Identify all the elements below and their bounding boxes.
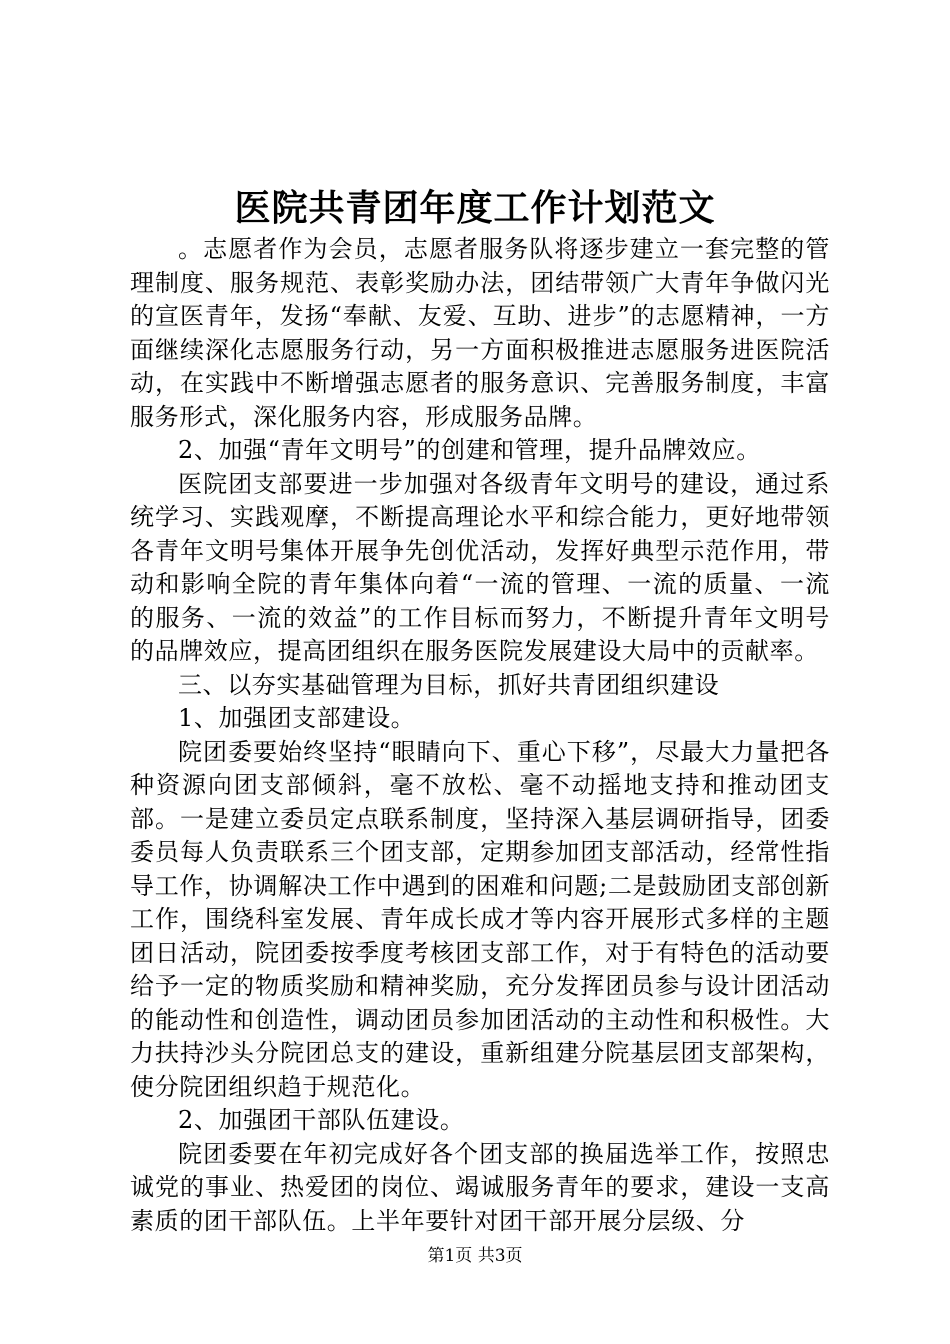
paragraph-section-three-heading: 三、以夯实基础管理为目标，抓好共青团组织建设 <box>178 670 720 699</box>
paragraph-volunteers: 。志愿者作为会员，志愿者服务队将逐步建立一套完整的管理制度、服务规范、表彰奖励办法，团结带领广大青年争做闪光的宣医青年，发扬“奉献、友爱、互助、进步”的志愿精神，一方面继续深化志愿服务行动，另一方面积极推进志愿服务进医院活动，在实践中不断增强志愿者的服务意识、完善服务制度，丰富服务形式，深化服务内容，形成服务品牌。 <box>130 235 830 431</box>
paragraph-branch-building: 院团委要始终坚持“眼睛向下、重心下移”，尽最大力量把各种资源向团支部倾斜，毫不放松、毫不动摇地支持和推动团支部。一是建立委员定点联系制度，坚持深入基层调研指导，团委委员每人负责联系三个团支部，定期参加团支部活动，经常性指导工作，协调解决工作中遇到的困难和问题;二是鼓励团支部创新工作，围绕科室发展、青年成长成才等内容开展形式多样的主题团日活动，院团委按季度考核团支部工作，对于有特色的活动要给予一定的物质奖励和精神奖励，充分发挥团员参与设计团活动的能动性和创造性，调动团员参加团活动的主动性和积极性。大力扶持沙头分院团总支的建设，重新组建分院基层团支部架构，使分院团组织趋于规范化。 <box>130 737 830 1101</box>
paragraph-youth-civilization: 医院团支部要进一步加强对各级青年文明号的建设，通过系统学习、实践观摩，不断提高理论水平和综合能力，更好地带领各青年文明号集体开展争先创优活动，发挥好典型示范作用，带动和影响全院的青年集体向着“一流的管理、一流的质量、一流的服务、一流的效益”的工作目标而努力，不断提升青年文明号的品牌效应，提高团组织在服务医院发展建设大局中的贡献率。 <box>130 469 830 665</box>
page-number-footer: 第1页 共3页 <box>427 1246 523 1266</box>
paragraph-heading-youth-civilization: 2、加强“青年文明号”的创建和管理，提升品牌效应。 <box>178 436 761 464</box>
paragraph-heading-branch-building: 1、加强团支部建设。 <box>178 704 416 732</box>
document-title: 医院共青团年度工作计划范文 <box>234 187 716 229</box>
paragraph-heading-cadre-building: 2、加强团干部队伍建设。 <box>178 1106 465 1134</box>
document-body <box>130 233 830 1238</box>
paragraph-cadre-building: 院团委要在年初完成好各个团支部的换届选举工作，按照忠诚党的事业、热爱团的岗位、竭诚服务青年的要求，建设一支高素质的团干部队伍。上半年要针对团干部开展分层级、分 <box>130 1139 830 1235</box>
